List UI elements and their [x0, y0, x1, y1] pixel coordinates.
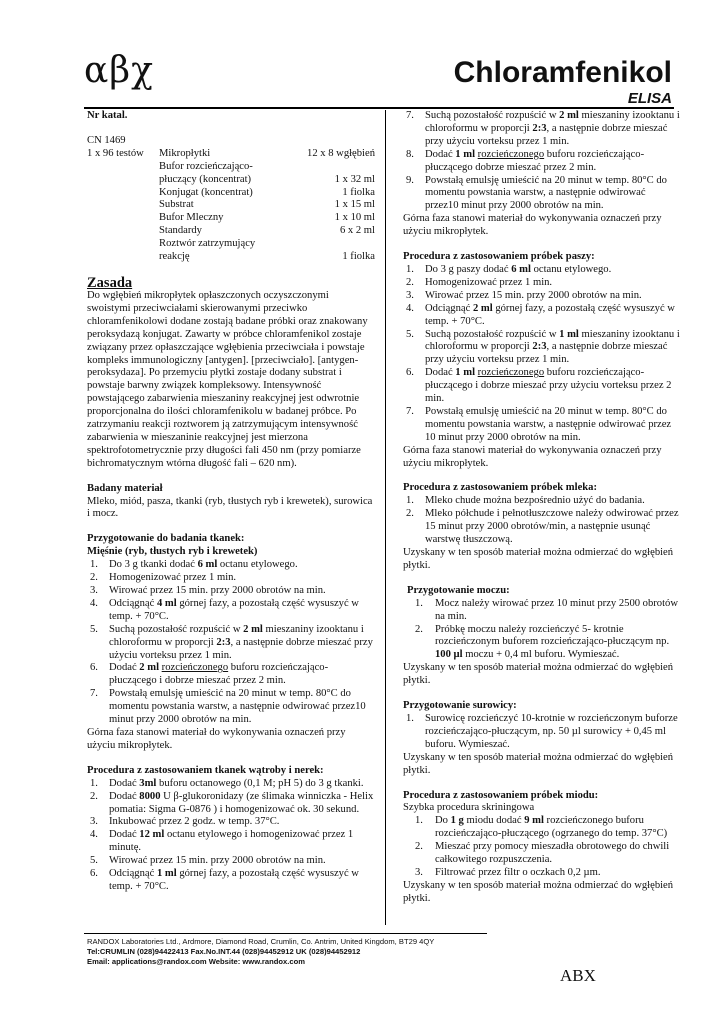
step-item	[403, 815, 681, 841]
step-number: 2.	[406, 508, 414, 520]
step-text: Dodać	[425, 367, 456, 379]
step-item	[403, 277, 681, 290]
kit-contents-table	[87, 148, 375, 264]
step-item	[87, 585, 375, 598]
step-number: 1.	[415, 597, 423, 609]
kit-row: reakcję 1 fiolka	[159, 251, 375, 263]
step-text: U β-glukoronidazy (ze ślimaka winniczka - Helix pomatia: Sigma G-0876 ) i homogenizować ok. 30 sekund.	[109, 790, 374, 815]
step-number: 4.	[406, 302, 414, 314]
step-text: Do 3 g paszy dodać	[425, 263, 512, 275]
step-number: 6.	[90, 868, 98, 880]
step-quantity: 2:3	[532, 341, 547, 353]
step-quantity: 1 g	[450, 815, 464, 827]
step-text: Inkubować przez 2 godz. w temp. 37°C.	[109, 816, 280, 828]
step-text: buforu rozcieńczająco-płuczącego dobrze mieszać przez 2 min.	[425, 148, 645, 173]
document-title: Chloramfenikol	[453, 56, 672, 89]
step-item	[403, 175, 681, 214]
honey-subheading: Szybka procedura skriningowa	[403, 802, 535, 814]
step-number: 6.	[90, 662, 98, 674]
step-item	[403, 624, 681, 663]
step-text: Mieszać przy pomocy mieszadła obrotowego do chwili całkowitego rozpuszczenia.	[435, 841, 670, 866]
step-text: Mleko półchude i pełnotłuszczowe należy odwirować przez 15 minut przy 2000 obrotów/min, a następnie usunąć warstwę tłuszczową.	[425, 508, 679, 546]
step-quantity: 2:3	[532, 122, 547, 134]
step-text: , a następnie dobrze mieszać przy użyciu vorteksu przez 1 min.	[425, 122, 668, 147]
step-item	[403, 367, 681, 406]
kit-row: Bufor rozcieńczająco-	[159, 160, 253, 172]
step-text: górnej fazy, a pozostałą część wysuszyć w temp. + 70°C.	[425, 302, 675, 327]
kit-row: Standardy 6 x 2 ml	[159, 225, 375, 237]
step-text: Dodać	[109, 790, 140, 802]
step-text: Wirować przez 15 min. przy 2000 obrotów na min.	[109, 585, 326, 596]
honey-note: Uzyskany w ten sposób materiał można odmierzać do wgłębień płytki.	[403, 879, 674, 904]
step-number: 2.	[415, 841, 423, 853]
step-text: Filtrować przez filtr o oczkach 0,2 µm.	[435, 866, 601, 878]
step-text: górnej fazy, a pozostałą część wysuszyć w temp. + 70°C.	[109, 868, 359, 892]
step-number: 2.	[90, 790, 98, 802]
catalog-number: CN 1469	[87, 134, 126, 146]
step-number: 5.	[406, 328, 414, 340]
step-text: Suchą pozostałość rozpuścić w	[109, 623, 244, 635]
tissue-note: Górna faza stanowi materiał do wykonywania oznaczeń przy użyciu mikropłytek.	[87, 726, 346, 751]
step-text: Odciągnąć	[109, 597, 157, 609]
step-text: buforu rozcieńczająco-płuczącego i dobrze mieszać przy użyciu vorteksu przez 2 min.	[425, 367, 672, 405]
step-item	[403, 713, 681, 752]
principle-heading: Zasada	[87, 274, 133, 291]
urine-note: Uzyskany w ten sposób materiał można odmierzać do wgłębień płytki.	[403, 662, 674, 687]
step-text: , a następnie dobrze mieszać przy użyciu vorteksu przez 1 min.	[109, 636, 373, 661]
step-text: Do 3 g tkanki dodać	[109, 559, 198, 571]
step-text: Dodać	[425, 148, 456, 160]
header-divider	[84, 107, 674, 109]
tissue-heading: Przygotowanie do badania tkanek:	[87, 533, 245, 545]
step-item	[87, 829, 375, 855]
step-text: Mleko chude można bezpośrednio użyć do badania.	[425, 495, 645, 507]
step-item	[403, 508, 681, 547]
footer-address: RANDOX Laboratories Ltd., Ardmore, Diamond Road, Crumlin, Co. Antrim, United Kingdom, BT29 4QY	[87, 937, 435, 946]
tissue-subheading: Mięśnie (ryb, tłustych ryb i krewetek)	[87, 546, 258, 558]
step-number: 2.	[406, 276, 414, 288]
step-text: miodu dodać	[463, 815, 525, 827]
step-text: Surowicę rozcieńczyć 10-krotnie w rozcieńczonym buforze rozcieńczająco-płuczącym, np. 50 µl surowicy + 0,45 ml buforu. Wymieszać.	[425, 712, 678, 750]
step-text: Suchą pozostałość rozpuścić w	[425, 328, 560, 340]
step-text: Powstałą emulsję umieścić na 20 minut w temp. 80°C do momentu powstania warstw, a następnie odwirować przez 10 minut przy 2000 obrotów na min.	[425, 405, 672, 443]
step-text: buforu octanowego (0,1 M; pH 5) do 3 g tkanki.	[156, 777, 364, 789]
step-text: octanu etylowego.	[530, 263, 612, 275]
catalog-label: Nr katal.	[87, 110, 128, 121]
step-item	[403, 841, 681, 867]
step-number: 1.	[415, 815, 423, 827]
kit-row: 1 x 96 testów Mikropłytki 12 x 8 wgłębień	[87, 147, 375, 159]
step-item	[403, 867, 681, 880]
step-item	[403, 264, 681, 277]
serum-heading: Przygotowanie surowicy:	[403, 700, 517, 712]
step-quantity: 100 µl	[435, 649, 463, 661]
left-column	[87, 110, 375, 894]
liver-note: Górna faza stanowi materiał do wykonywania oznaczeń przy użyciu mikropłytek.	[403, 213, 662, 238]
honey-steps	[403, 815, 681, 880]
step-text: Mocz należy wirować przez 10 minut przy 2500 obrotów na min.	[435, 597, 678, 622]
step-quantity: 2 ml	[559, 110, 579, 121]
step-item	[87, 855, 375, 868]
step-number: 7.	[406, 110, 414, 121]
step-item	[87, 572, 375, 585]
step-text: buforu rozcieńczająco-płuczącego i dobrze mieszać przez 2 min.	[109, 662, 329, 687]
step-text: Dodać	[109, 662, 140, 674]
step-quantity: 1 ml	[156, 868, 177, 880]
footer-divider	[84, 933, 487, 934]
step-item	[403, 290, 681, 303]
step-item	[87, 598, 375, 624]
step-number: 6.	[406, 367, 414, 379]
serum-note: Uzyskany w ten sposób materiał można odmierzać do wgłębień płytki.	[403, 751, 674, 776]
urine-steps	[403, 598, 681, 663]
step-quantity: 2 ml	[139, 662, 160, 674]
step-text: octanu etylowego.	[217, 559, 298, 571]
step-quantity: 1 ml	[559, 328, 579, 340]
step-quantity: 2 ml	[243, 623, 263, 635]
urine-heading: Przygotowanie moczu:	[407, 584, 510, 596]
step-number: 3.	[90, 585, 98, 596]
principle-text: Do wgłębień mikropłytek opłaszczonych oczyszczonymi swoistymi przeciwciałami skierowanymi przeciwko chloramfenikolowi dodane zostają badane próbki oraz znakowany peroksydazą konjugat. Zawarty w próbce chloramfenikol zostaje związany przez opłaszczające wgłębienia przeciwciała i powstaje kompleks immunologiczny [antygen]. [przeciwciało]. [antygen- peroksydaza]. Po przemyciu płytki zostaje dodany substrat i powstaje barwny związek kompleksowy. Intensywność powstającego zabarwienia mieszaniny reakcyjnej jest odwrotnie proporcjonalna do ilości chloramfenikolu w badanej próbce. Po zatrzymaniu reakcji roztworem ją zatrzymującym intensywność zabarwienia w mieszaninie reakcyjnej jest mierzona spektrofotometrycznie przy długości fali 450 nm (przy pomiarze bichromatycznym wtórna długość fali – 620 nm).	[87, 289, 368, 469]
step-quantity: 8000	[139, 790, 161, 802]
step-text: Odciągnąć	[425, 302, 473, 314]
step-quantity: 2 ml	[472, 302, 493, 314]
right-column	[403, 110, 681, 906]
step-quantity: 6 ml	[197, 559, 218, 571]
company-logo: αβχ	[84, 50, 154, 91]
step-item	[87, 816, 375, 829]
step-number: 1.	[406, 495, 414, 507]
step-number: 3.	[415, 866, 423, 878]
step-quantity: 9 ml	[524, 815, 544, 827]
step-text: Powstałą emulsję umieścić na 20 minut w temp. 80°C do momentu powstania warstw, a następnie odwirować przez10 minut przy 2000 obrotów na min.	[109, 688, 366, 726]
step-item	[87, 688, 375, 727]
step-number: 3.	[406, 289, 414, 301]
step-quantity: 6 ml	[511, 263, 531, 275]
step-number: 9.	[406, 174, 414, 186]
step-text: Wirować przez 15 min. przy 2000 obrotów na min.	[425, 289, 642, 301]
liver-steps	[87, 778, 375, 894]
step-text: górnej fazy, a pozostałą część wysuszyć w temp. + 70°C.	[109, 597, 359, 622]
step-quantity: 1 ml	[455, 148, 476, 160]
step-item	[403, 110, 681, 149]
step-text: , a następnie dobrze mieszać przy użyciu vorteksu przez 1 min.	[425, 341, 668, 366]
material-heading: Badany materiał	[87, 482, 163, 494]
kit-row: Substrat 1 x 15 ml	[159, 199, 375, 211]
step-text: rozcieńczonego buforu rozcieńczająco-płuczącego (ogrzanego do temp. 37°C)	[435, 815, 668, 840]
step-item	[403, 598, 681, 624]
corner-code: ABX	[560, 966, 596, 985]
step-number: 1.	[90, 559, 98, 571]
footer	[87, 937, 434, 967]
liver-heading: Procedura z zastosowaniem tkanek wątroby i nerek:	[87, 764, 324, 776]
step-item	[87, 624, 375, 663]
step-number: 1.	[406, 712, 414, 724]
milk-heading: Procedura z zastosowaniem próbek mleka:	[403, 482, 597, 494]
step-quantity: 4 ml	[156, 597, 177, 609]
step-number: 7.	[90, 688, 98, 700]
material-text: Mleko, miód, pasza, tkanki (ryb, tłustych ryb i krewetek), surowica i mocz.	[87, 495, 373, 520]
step-number: 5.	[90, 855, 98, 867]
footer-contact: Email: applications@randox.com Website: www.randox.com	[87, 957, 305, 966]
footer-phone: Tel:CRUMLIN (028)94422413 Fax.No.INT.44 (028)94452912 UK (028)94452912	[87, 947, 361, 956]
kit-row: płuczący (koncentrat) 1 x 32 ml	[159, 173, 375, 185]
step-quantity: 1 ml	[455, 367, 476, 379]
step-quantity: 12 ml	[139, 829, 165, 841]
step-item	[403, 495, 681, 508]
step-number: 2.	[90, 572, 98, 584]
milk-note: Uzyskany w ten sposób materiał można odmierzać do wgłębień płytki.	[403, 547, 674, 571]
step-number: 5.	[90, 623, 98, 635]
step-text: Wirować przez 15 min. przy 2000 obrotów na min.	[109, 855, 326, 867]
step-number: 4.	[90, 829, 98, 841]
step-number: 1.	[90, 777, 98, 789]
step-number: 7.	[406, 405, 414, 417]
step-text: mieszaniny izooktanu i chloroformu w proporcji	[425, 328, 680, 353]
step-quantity: 3ml	[139, 777, 157, 789]
step-number: 8.	[406, 148, 414, 160]
step-text: Dodać	[109, 829, 140, 841]
step-text: Dodać	[109, 777, 140, 789]
step-item	[403, 406, 681, 445]
step-text: Próbkę moczu należy rozcieńczyć 5- krotnie rozcieńczonym buforem rozcieńczająco-płuczącym np.	[435, 623, 670, 648]
liver-steps-continued	[403, 110, 681, 213]
step-emphasis: rozcieńczonego	[477, 148, 545, 160]
step-text: Powstałą emulsję umieścić na 20 minut w temp. 80°C do momentu powstania warstw, a następnie odwirować przez10 minut przy 2000 obrotów na min.	[425, 174, 667, 212]
step-text: Do	[435, 815, 451, 827]
column-divider	[385, 110, 386, 925]
tissue-steps	[87, 559, 375, 727]
step-item	[403, 329, 681, 368]
step-text: mieszaniny izooktanu i chloroformu w proporcji	[425, 110, 680, 134]
step-item	[403, 303, 681, 329]
step-number: 2.	[415, 623, 423, 635]
kit-row: Konjugat (koncentrat) 1 fiolka	[159, 186, 375, 198]
step-item	[87, 662, 375, 688]
step-quantity: 2:3	[216, 636, 231, 648]
step-item	[87, 778, 375, 791]
step-item	[403, 149, 681, 175]
step-text: Homogenizować przez 1 min.	[425, 276, 553, 288]
feed-steps	[403, 264, 681, 445]
serum-steps	[403, 713, 681, 752]
step-text: mieszaniny izooktanu i chloroformu w proporcji	[109, 623, 364, 648]
step-emphasis: rozcieńczonego	[477, 367, 545, 379]
kit-row: Roztwór zatrzymujący	[159, 238, 256, 250]
step-text: moczu + 0,4 ml buforu. Wymieszać.	[462, 649, 620, 661]
feed-note: Górna faza stanowi materiał do wykonywania oznaczeń przy użyciu mikropłytek.	[403, 444, 662, 469]
step-item	[87, 791, 375, 817]
step-emphasis: rozcieńczonego	[161, 662, 229, 674]
step-text: Suchą pozostałość rozpuścić w	[425, 110, 560, 121]
step-number: 1.	[406, 263, 414, 275]
feed-heading: Procedura z zastosowaniem próbek paszy:	[403, 251, 595, 263]
honey-heading: Procedura z zastosowaniem próbek miodu:	[403, 789, 599, 801]
step-number: 4.	[90, 597, 98, 609]
step-number: 3.	[90, 816, 98, 828]
step-text: Odciągnąć	[109, 868, 157, 880]
kit-row: Bufor Mleczny 1 x 10 ml	[159, 212, 375, 224]
step-item	[87, 559, 375, 572]
step-item	[87, 868, 375, 894]
document-subtitle: ELISA	[627, 90, 672, 107]
step-text: Homogenizować przez 1 min.	[109, 572, 237, 584]
milk-steps	[403, 495, 681, 547]
step-text: octanu etylowego i homogenizować przez 1 minutę.	[109, 829, 354, 854]
